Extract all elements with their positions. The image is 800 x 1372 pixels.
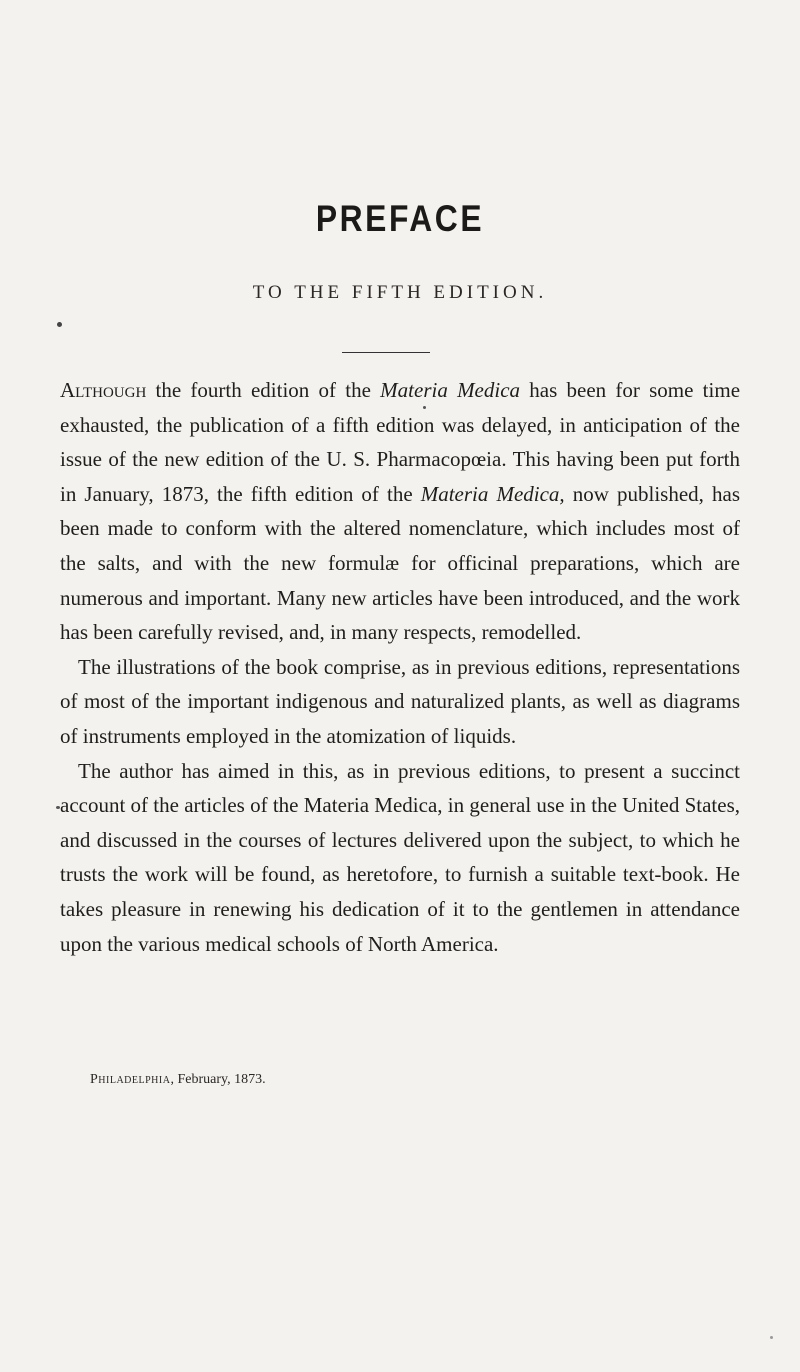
paragraph-1-text-c: now published, has been made to conform with the altered nomenclature, which includes most of the salts, and with the new formulæ for officinal preparations, which are numerous and important. Many new articles have been introduced, and the work has been carefully revised, and, in many respects, remodelled. [60,481,741,645]
page-subtitle: TO THE FIFTH EDITION. [252,282,548,303]
paragraph-1-italic-1: Materia Medica [380,378,521,402]
dateline-place: Philadelphia [90,1072,171,1087]
paragraph-1-text-a: the fourth edition of the [146,378,381,402]
paragraph-1-italic-2: Materia Medica, [420,481,565,506]
paragraph-1-text-b: has been for some time exhausted, the publication of a fifth edition was delayed, in anticipation of the issue of the new edition of the U. S. Pharmacopœia. This having been put forth in January, 1873, the fifth edition of the [60,378,741,506]
margin-dot [57,322,62,327]
paragraph-3: The author has aimed in this, as in previous editions, to present a succinct account of the articles of the Materia Medica, in general use in the United States, and discussed in the courses of lectures delivered upon the subject, to which he trusts the work will be found, as heretofore, to furnish a suitable text-book. He takes pleasure in renewing his dedication of it to the gentlemen in attendance upon the various medical schools of North America. [60,758,740,956]
paragraph-2: The illustrations of the book comprise, as in previous editions, representations of most of the important indigenous and naturalized plants, as well as diagrams of instruments employed in the atomization of liquids. [60,654,740,748]
dateline [90,1072,266,1088]
page-speck [56,806,60,809]
paragraph-1-lead: Although [60,378,147,402]
paragraph-1 [60,373,740,650]
dateline-date: , February, 1873. [170,1072,266,1087]
page-speck [770,1336,773,1339]
title-rule [342,352,430,353]
page-speck [423,406,426,409]
preface-body [60,373,740,961]
page-title: PREFACE [315,198,485,239]
